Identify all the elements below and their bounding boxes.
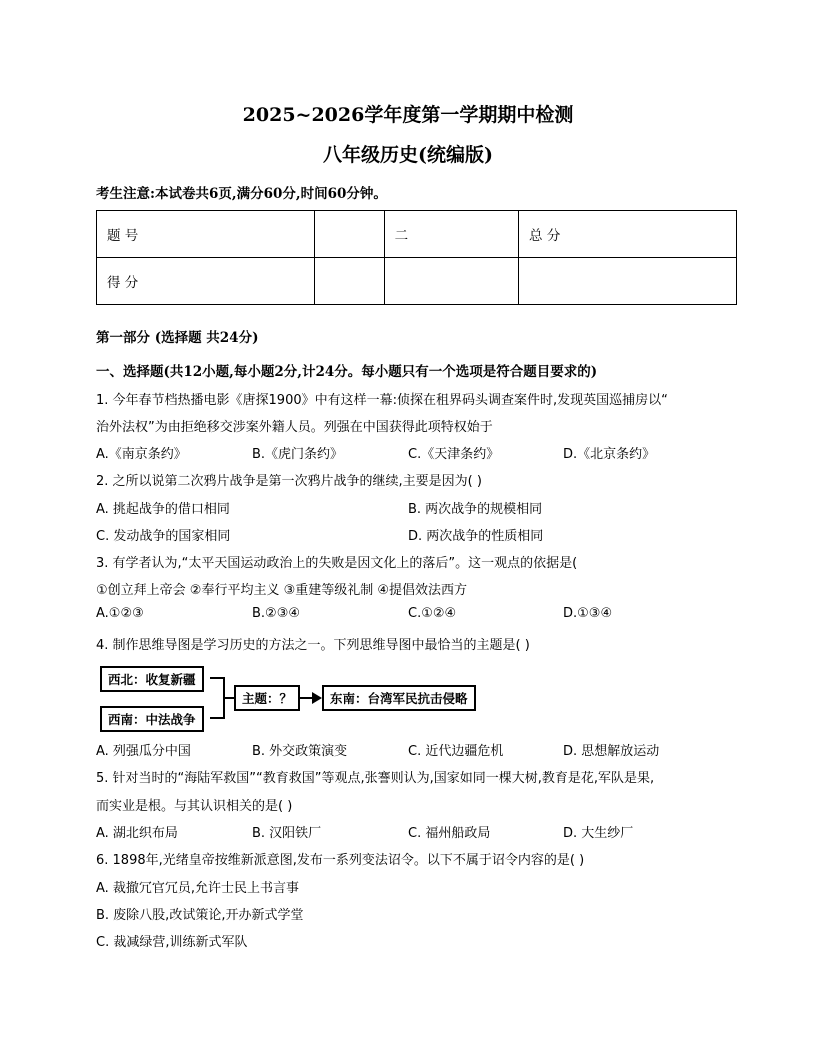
connector-line xyxy=(210,677,224,679)
option-4d[interactable]: D. 思想解放运动 xyxy=(563,744,660,759)
mind-map-southeast: 东南：台湾军民抗击侵略 xyxy=(322,685,476,711)
question-5-line-1: 5. 针对当时的“海陆军救国”“教育救国”等观点,张謇则认为,国家如同一棵大树,教育是花,军队是果, xyxy=(96,771,655,786)
option-2a[interactable]: A. 挑起战争的借口相同 xyxy=(96,502,230,517)
option-4a[interactable]: A. 列强瓜分中国 xyxy=(96,744,191,759)
score-table xyxy=(96,210,737,305)
mind-map-northwest: 西北：收复新疆 xyxy=(100,666,204,692)
question-1-line-2: 治外法权”为由拒绝移交涉案外籍人员。列强在中国获得此项特权始于 xyxy=(96,420,493,435)
connector-line xyxy=(223,697,234,699)
option-4c[interactable]: C. 近代边疆危机 xyxy=(408,744,504,759)
connector-line xyxy=(210,717,224,719)
option-5d[interactable]: D. 大生纱厂 xyxy=(563,826,634,841)
option-5b[interactable]: B. 汉阳铁厂 xyxy=(252,826,322,841)
exam-title: 2025~2026学年度第一学期期中检测 xyxy=(242,104,574,126)
option-5c[interactable]: C. 福州船政局 xyxy=(408,826,491,841)
question-5-line-2: 而实业是根。与其认识相关的是( ) xyxy=(96,799,293,814)
option-1c[interactable]: C.《天津条约》 xyxy=(408,447,500,462)
section-title: 一、选择题(共12小题,每小题2分,计24分。每小题只有一个选项是符合题目要求的) xyxy=(96,364,598,380)
arrow-right-icon xyxy=(312,692,322,704)
question-4-line-1: 4. 制作思维导图是学习历史的方法之一。下列思维导图中最恰当的主题是( ) xyxy=(96,638,530,653)
part-title: 第一部分 (选择题 共24分) xyxy=(96,330,259,346)
option-3c[interactable]: C.①②④ xyxy=(408,606,457,621)
question-3-line-2: ①创立拜上帝会 ②奉行平均主义 ③重建等级礼制 ④提倡效法西方 xyxy=(96,583,468,598)
option-2b[interactable]: B. 两次战争的规模相同 xyxy=(408,502,543,517)
option-2c[interactable]: C. 发动战争的国家相同 xyxy=(96,529,231,544)
score-input-cell[interactable] xyxy=(314,258,384,305)
score-input-cell[interactable] xyxy=(384,258,518,305)
option-1d[interactable]: D.《北京条约》 xyxy=(563,447,656,462)
option-6a[interactable]: A. 裁撤冗官冗员,允许士民上书言事 xyxy=(96,881,300,896)
score-table-row xyxy=(97,211,737,258)
score-cell: 二 xyxy=(384,211,518,258)
option-1b[interactable]: B.《虎门条约》 xyxy=(252,447,344,462)
mind-map-southwest: 西南：中法战争 xyxy=(100,706,204,732)
question-3-line-1: 3. 有学者认为,“太平天国运动政治上的失败是因文化上的落后”。这一观点的依据是( xyxy=(96,556,578,571)
score-cell: 得 分 xyxy=(97,258,315,305)
option-5a[interactable]: A. 湖北织布局 xyxy=(96,826,178,841)
option-1a[interactable]: A.《南京条约》 xyxy=(96,447,187,462)
score-cell: 题 号 xyxy=(97,211,315,258)
option-3a[interactable]: A.①②③ xyxy=(96,606,144,621)
score-cell: 总 分 xyxy=(519,211,737,258)
question-6-line-1: 6. 1898年,光绪皇帝按维新派意图,发布一系列变法诏令。以下不属于诏令内容的是( ) xyxy=(96,853,585,868)
option-4b[interactable]: B. 外交政策演变 xyxy=(252,744,348,759)
option-3d[interactable]: D.①③④ xyxy=(563,606,613,621)
score-table-row xyxy=(97,258,737,305)
exam-subtitle: 八年级历史(统编版) xyxy=(323,144,493,166)
candidate-notice: 考生注意:本试卷共6页,满分60分,时间60分钟。 xyxy=(96,186,387,202)
option-6b[interactable]: B. 废除八股,改试策论,开办新式学堂 xyxy=(96,908,304,923)
option-3b[interactable]: B.②③④ xyxy=(252,606,301,621)
option-2d[interactable]: D. 两次战争的性质相同 xyxy=(408,529,544,544)
score-input-cell[interactable] xyxy=(519,258,737,305)
mind-map xyxy=(96,660,496,730)
option-6c[interactable]: C. 裁减绿营,训练新式军队 xyxy=(96,935,248,950)
mind-map-center: 主题：？ xyxy=(234,685,300,711)
question-2-line-1: 2. 之所以说第二次鸦片战争是第一次鸦片战争的继续,主要是因为( ) xyxy=(96,474,482,489)
score-cell xyxy=(314,211,384,258)
question-1-line-1: 1. 今年春节档热播电影《唐探1900》中有这样一幕:侦探在租界码头调查案件时,发现英国巡捕房以“ xyxy=(96,393,668,408)
